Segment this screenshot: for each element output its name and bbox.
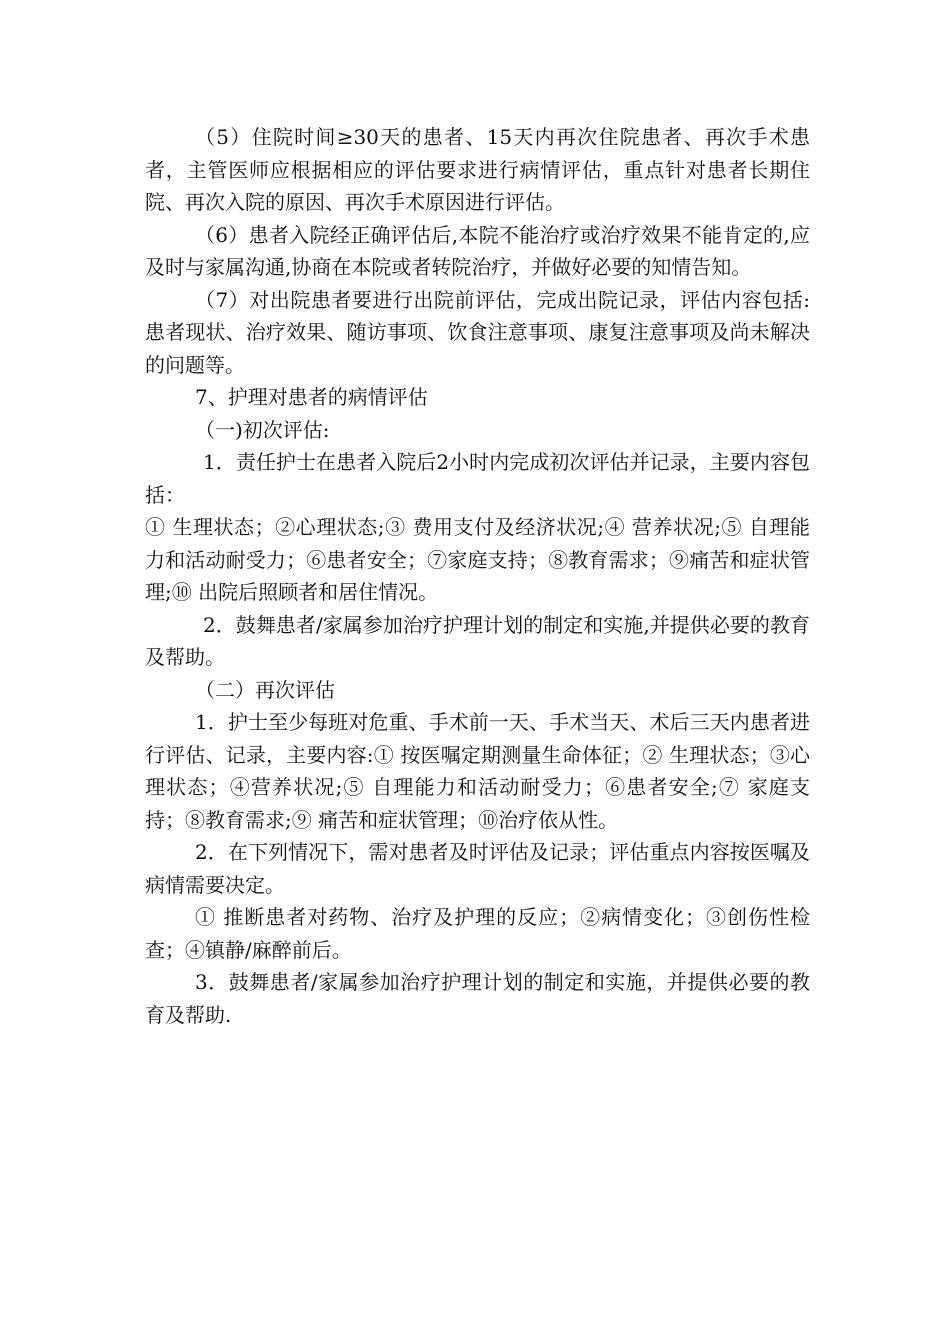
initial-assessment-item-2: 2．鼓舞患者/家属参加治疗护理计划的制定和实施,并提供必要的教育及帮助。 — [145, 612, 810, 669]
subheading-initial-assessment: （一)初次评估: — [195, 417, 330, 442]
section-heading-nursing-assessment: 7、护理对患者的病情评估 — [195, 385, 428, 409]
reassessment-item-3: 3．鼓舞患者/家属参加治疗护理计划的制定和实施，并提供必要的教育及帮助. — [145, 970, 810, 1027]
initial-assessment-item-1: 1．责任护士在患者入院后2小时内完成初次评估并记录，主要内容包括： — [145, 450, 810, 507]
document-body — [145, 121, 810, 1031]
initial-assessment-content-list: ① 生理状态；②心理状态;③ 费用支付及经济状况;④ 营养状况;⑤ 自理能力和活动耐受力；⑥患者安全；⑦家庭支持；⑧教育需求；⑨痛苦和症状管理;⑩ 出院后照顾者和居住情况。 — [145, 515, 810, 604]
paragraph-item-6: （6）患者入院经正确评估后,本院不能治疗或治疗效果不能肯定的,应及时与家属沟通,协商在本院或者转院治疗，并做好必要的知情告知。 — [145, 222, 810, 279]
reassessment-situations-list: ① 推断患者对药物、治疗及护理的反应；②病情变化；③创伤性检查；④镇静/麻醉前后。 — [145, 905, 810, 962]
reassessment-item-1: 1．护士至少每班对危重、手术前一天、手术当天、术后三天内患者进行评估、记录，主要内容:① 按医嘱定期测量生命体征；② 生理状态；③心理状态；④营养状况;⑤ 自理能力和活动耐受力；⑥患者安全;⑦ 家庭支持；⑧教育需求;⑨ 痛苦和症状管理；⑩治疗依从性。 — [145, 710, 810, 832]
paragraph-item-7: （7）对出院患者要进行出院前评估，完成出院记录，评估内容包括:患者现状、治疗效果、随访事项、饮食注意事项、康复注意事项及尚未解决的问题等。 — [145, 287, 810, 377]
subheading-reassessment: （二）再次评估 — [195, 677, 335, 702]
reassessment-item-2: 2．在下列情况下，需对患者及时评估及记录；评估重点内容按医嘱及病情需要决定。 — [145, 840, 810, 897]
paragraph-item-5: （5）住院时间≥30天的患者、15天内再次住院患者、再次手术患者，主管医师应根据相应的评估要求进行病情评估，重点针对患者长期住院、再次入院的原因、再次手术原因进行评估。 — [145, 125, 810, 214]
